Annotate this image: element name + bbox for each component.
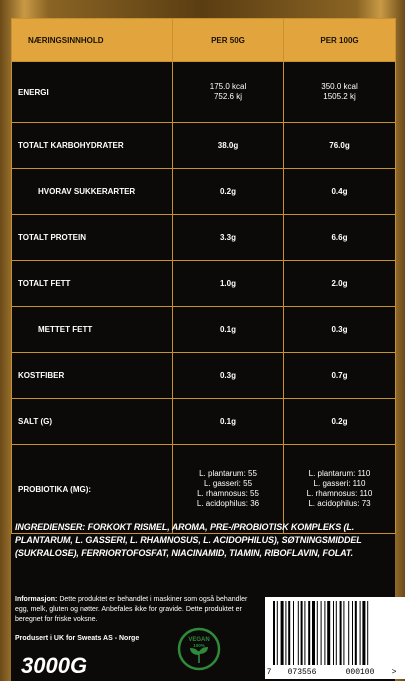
allergen-info	[15, 595, 261, 625]
value-line: 38.0g	[217, 140, 239, 150]
value-line: 350.0 kcal	[321, 82, 358, 91]
nutrition-row	[12, 399, 396, 445]
nutrition-table	[11, 18, 396, 534]
nutrition-row	[12, 169, 396, 215]
value-line: 76.0g	[329, 140, 350, 150]
nutrition-row-label: TOTALT KARBOHYDRATER	[12, 123, 173, 169]
nutrition-row-label: PROBIOTIKA (MG):	[12, 445, 173, 534]
ingredients-text: FORKOKT RISMEL, AROMA, PRE-/PROBIOTISK KOMPLEKS (L. PLANTARUM, L. GASSERI, L. RHAMNOSUS, L. ACIDOPHILUS), SØTNINGSMIDDEL (SUKRALOSE), FERRIORTOFOSFAT, NIACINAMID, TIAMIN, RIBOFLAVIN, FOLAT.	[15, 522, 362, 558]
value-per-100g	[284, 215, 396, 261]
nutrition-row-label: SALT (G)	[12, 399, 173, 445]
value-line: 2.0g	[331, 278, 348, 288]
value-per-50g	[173, 169, 284, 215]
header-per-100g: PER 100G	[284, 19, 396, 62]
value-line: 175.0 kcal	[209, 82, 247, 91]
ingredients	[11, 515, 395, 560]
producer-line: Produsert i UK for Sweats AS - Norge	[15, 635, 140, 642]
value-line: 0.7g	[331, 370, 348, 380]
barcode-digit-last: >	[391, 667, 397, 677]
info-heading: Informasjon:	[15, 596, 58, 603]
value-per-50g	[173, 261, 284, 307]
value-per-100g	[284, 261, 396, 307]
value-line: 1.0g	[219, 278, 236, 288]
barcode-bars-icon	[265, 597, 405, 667]
vegan-badge-subtitle: 100%	[193, 643, 205, 648]
value-line: L. rhamnosus: 55	[197, 489, 259, 498]
vegan-badge-title: VEGAN	[188, 637, 210, 643]
value-line: 0.1g	[219, 416, 236, 426]
ingredients-heading: INGREDIENSER:	[15, 522, 86, 532]
value-per-100g	[284, 169, 396, 215]
value-per-100g	[284, 307, 396, 353]
value-line: 0.1g	[219, 324, 236, 334]
bottom-section	[11, 515, 397, 678]
value-line: 0.3g	[219, 370, 236, 380]
header-naeringsinnhold: NÆRINGSINNHOLD	[12, 19, 173, 62]
value-per-100g	[284, 123, 396, 169]
value-line: 0.2g	[331, 416, 348, 426]
value-line: 752.6 kj	[213, 92, 243, 101]
value-per-50g	[173, 62, 284, 123]
nutrition-row	[12, 62, 396, 123]
nutrition-row-label: KOSTFIBER	[12, 353, 173, 399]
value-line: L. gasseri: 110	[313, 479, 366, 488]
nutrition-row-label: ENERGI	[12, 62, 173, 123]
value-per-50g	[173, 215, 284, 261]
barcode	[265, 597, 405, 679]
value-line: L. acidophilus: 73	[308, 499, 371, 508]
barcode-digit-first: 7	[266, 667, 272, 677]
nutrition-row-label: METTET FETT	[12, 307, 173, 353]
barcode-digits	[265, 665, 405, 679]
value-line: 0.4g	[331, 186, 348, 196]
value-per-100g	[284, 353, 396, 399]
nutrition-row	[12, 353, 396, 399]
value-line: L. plantarum: 55	[199, 469, 257, 478]
nutrition-row-label: TOTALT FETT	[12, 261, 173, 307]
value-line: L. plantarum: 110	[308, 469, 371, 478]
nutrition-row	[12, 307, 396, 353]
value-per-50g	[173, 353, 284, 399]
nutrition-row	[12, 123, 396, 169]
label-panel	[11, 18, 395, 681]
value-per-50g	[173, 123, 284, 169]
nutrition-row	[12, 215, 396, 261]
nutrition-body	[12, 62, 396, 534]
nutrition-row-label: TOTALT PROTEIN	[12, 215, 173, 261]
barcode-group-1: 073556	[287, 667, 317, 677]
nutrition-row-label: HVORAV SUKKERARTER	[12, 169, 173, 215]
nutrition-row	[12, 261, 396, 307]
vegan-badge-icon	[177, 627, 221, 671]
value-per-50g	[173, 307, 284, 353]
value-line: L. gasseri: 55	[203, 479, 253, 488]
value-line: L. rhamnosus: 110	[306, 489, 373, 498]
value-per-100g	[284, 399, 396, 445]
barcode-group-2: 000100	[345, 667, 375, 677]
value-line: 6.6g	[331, 232, 348, 242]
value-line: 0.2g	[219, 186, 236, 196]
value-per-100g	[284, 62, 396, 123]
nutrition-header-row	[12, 19, 396, 62]
value-line: L. acidophilus: 36	[196, 499, 260, 508]
value-line: 3.3g	[219, 232, 236, 242]
value-line: 1505.2 kj	[323, 92, 356, 101]
value-per-50g	[173, 399, 284, 445]
header-per-50g: PER 50G	[173, 19, 284, 62]
info-text: Dette produktet er behandlet i maskiner som også behandler egg, melk, gluten og nøtter. Anbefales ikke for gravide. Dette produktet er beregnet for friske voksne.	[15, 596, 248, 623]
value-line: 0.3g	[331, 324, 348, 334]
net-weight: 3000G	[21, 653, 88, 678]
